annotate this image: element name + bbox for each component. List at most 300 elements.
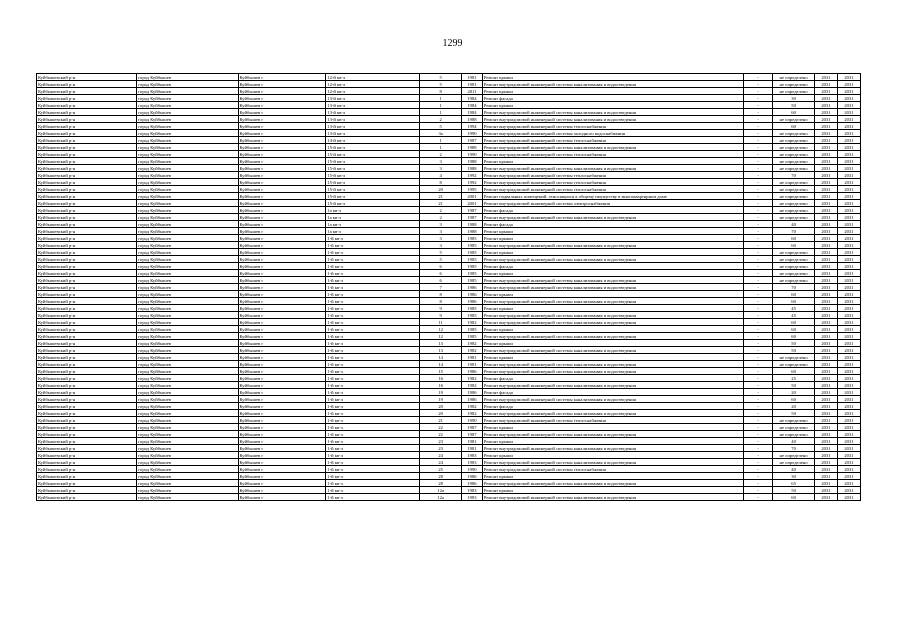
district-cell: Куйбышевский р-н (37, 340, 137, 347)
district-cell: Куйбышевский р-н (37, 214, 137, 221)
work-type-cell: Ремонт внутридомовой инженерной системы канализования и водоотведения (482, 333, 743, 340)
dash-cell: - (743, 347, 772, 354)
house-number-cell: 7 (420, 284, 462, 291)
plan-year-end-cell: 2031 (837, 144, 860, 151)
street-cell: 1-й кв-л (326, 270, 420, 277)
district-cell: Куйбышевский р-н (37, 459, 137, 466)
build-year-cell: 1985 (462, 277, 483, 284)
build-year-cell: 1982 (462, 375, 483, 382)
table-row (37, 74, 861, 81)
city-cell: Куйбышев г (238, 298, 326, 305)
house-number-cell: 2 (420, 207, 462, 214)
table-row (37, 193, 861, 200)
house-number-cell: 5 (420, 81, 462, 88)
build-year-cell: 1988 (462, 116, 483, 123)
house-number-cell: 19 (420, 396, 462, 403)
work-type-cell: Ремонт крыши (482, 228, 743, 235)
work-type-cell: Ремонт внутридомовой инженерной системы канализования и водоотведения (482, 277, 743, 284)
dash-cell: - (743, 319, 772, 326)
house-number-cell: 25 (420, 466, 462, 473)
plan-year-start-cell: 2031 (814, 298, 837, 305)
city-cell: Куйбышев г (238, 389, 326, 396)
work-type-cell: Ремонт крыши (482, 340, 743, 347)
table-row (37, 88, 861, 95)
city-cell: Куйбышев г (238, 130, 326, 137)
house-number-cell: 24 (420, 452, 462, 459)
plan-year-end-cell: 2031 (837, 193, 860, 200)
plan-year-end-cell: 2031 (837, 130, 860, 137)
build-year-cell: 1990 (462, 151, 483, 158)
value-cell: не определено (773, 137, 815, 144)
plan-year-start-cell: 2031 (814, 375, 837, 382)
district-cell: Куйбышевский р-н (37, 347, 137, 354)
street-cell: 1-й кв-л (326, 466, 420, 473)
plan-year-start-cell: 2031 (814, 123, 837, 130)
district-cell: Куйбышевский р-н (37, 88, 137, 95)
settlement-cell: город Куйбышев (137, 298, 238, 305)
district-cell: Куйбышевский р-н (37, 396, 137, 403)
settlement-cell: город Куйбышев (137, 487, 238, 494)
value-cell: 20 (773, 389, 815, 396)
plan-year-end-cell: 2031 (837, 221, 860, 228)
value-cell: 45 (773, 312, 815, 319)
street-cell: 1-й кв-л (326, 368, 420, 375)
house-number-cell: 9 (420, 305, 462, 312)
house-number-cell: 5 (420, 74, 462, 81)
dash-cell: - (743, 151, 772, 158)
build-year-cell: 1987 (462, 431, 483, 438)
district-cell: Куйбышевский р-н (37, 172, 137, 179)
settlement-cell: город Куйбышев (137, 375, 238, 382)
dash-cell: - (743, 81, 772, 88)
table-row (37, 151, 861, 158)
city-cell: Куйбышев г (238, 277, 326, 284)
plan-year-start-cell: 2031 (814, 333, 837, 340)
work-type-cell: Ремонт крыши (482, 452, 743, 459)
work-type-cell: Ремонт внутридомовой инженерной системы канализования и водоотведения (482, 144, 743, 151)
plan-year-start-cell: 2031 (814, 389, 837, 396)
dash-cell: - (743, 200, 772, 207)
house-number-cell: 14 (420, 361, 462, 368)
district-cell: Куйбышевский р-н (37, 312, 137, 319)
work-type-cell: Ремонт внутридомовой инженерной системы канализования и водоотведения (482, 396, 743, 403)
city-cell: Куйбышев г (238, 200, 326, 207)
value-cell: 40 (773, 221, 815, 228)
city-cell: Куйбышев г (238, 144, 326, 151)
street-cell: 12-й кв-л (326, 88, 420, 95)
plan-year-start-cell: 2031 (814, 368, 837, 375)
dash-cell: - (743, 102, 772, 109)
value-cell: не определено (773, 249, 815, 256)
build-year-cell: 1981 (462, 74, 483, 81)
street-cell: 1-й кв-л (326, 340, 420, 347)
plan-year-start-cell: 2031 (814, 95, 837, 102)
dash-cell: - (743, 291, 772, 298)
table-row (37, 228, 861, 235)
street-cell: 15-й кв-л (326, 179, 420, 186)
build-year-cell: 1982 (462, 340, 483, 347)
plan-year-end-cell: 2031 (837, 347, 860, 354)
value-cell: 60 (773, 291, 815, 298)
district-cell: Куйбышевский р-н (37, 270, 137, 277)
plan-year-end-cell: 2031 (837, 361, 860, 368)
district-cell: Куйбышевский р-н (37, 354, 137, 361)
build-year-cell: 1984 (462, 102, 483, 109)
dash-cell: - (743, 340, 772, 347)
work-type-cell: Ремонт крыши (482, 270, 743, 277)
work-type-cell: Ремонт внутридомовой инженерной системы канализования и водоотведения (482, 298, 743, 305)
settlement-cell: город Куйбышев (137, 319, 238, 326)
plan-year-start-cell: 2031 (814, 270, 837, 277)
street-cell: 1-й кв-л (326, 312, 420, 319)
build-year-cell: 1987 (462, 214, 483, 221)
build-year-cell: 1982 (462, 403, 483, 410)
district-cell: Куйбышевский р-н (37, 256, 137, 263)
district-cell: Куйбышевский р-н (37, 81, 137, 88)
plan-year-end-cell: 2031 (837, 326, 860, 333)
dash-cell: - (743, 186, 772, 193)
build-year-cell: 1988 (462, 144, 483, 151)
house-number-cell: 2 (420, 214, 462, 221)
dash-cell: - (743, 228, 772, 235)
work-type-cell: Ремонт крыши (482, 102, 743, 109)
build-year-cell: 1985 (462, 256, 483, 263)
build-year-cell: 1985 (462, 305, 483, 312)
house-number-cell: 1 (420, 144, 462, 151)
city-cell: Куйбышев г (238, 319, 326, 326)
city-cell: Куйбышев г (238, 438, 326, 445)
dash-cell: - (743, 116, 772, 123)
table-row (37, 438, 861, 445)
house-number-cell: 6 (420, 263, 462, 270)
table-row (37, 249, 861, 256)
district-cell: Куйбышевский р-н (37, 95, 137, 102)
table-row (37, 487, 861, 494)
dash-cell: - (743, 431, 772, 438)
value-cell: 65 (773, 480, 815, 487)
table-row (37, 291, 861, 298)
district-cell: Куйбышевский р-н (37, 102, 137, 109)
settlement-cell: город Куйбышев (137, 242, 238, 249)
dash-cell: - (743, 410, 772, 417)
value-cell: 25 (773, 375, 815, 382)
table-row (37, 158, 861, 165)
city-cell: Куйбышев г (238, 431, 326, 438)
table-row (37, 403, 861, 410)
settlement-cell: город Куйбышев (137, 151, 238, 158)
dash-cell: - (743, 256, 772, 263)
plan-year-start-cell: 2031 (814, 263, 837, 270)
district-cell: Куйбышевский р-н (37, 494, 137, 501)
district-cell: Куйбышевский р-н (37, 368, 137, 375)
district-cell: Куйбышевский р-н (37, 305, 137, 312)
settlement-cell: город Куйбышев (137, 403, 238, 410)
work-type-cell: Ремонт подвальных помещений, относящихся к общему имуществу в многоквартирном доме (482, 193, 743, 200)
value-cell: не определено (773, 452, 815, 459)
dash-cell: - (743, 284, 772, 291)
city-cell: Куйбышев г (238, 403, 326, 410)
value-cell: 50 (773, 410, 815, 417)
house-number-cell: 20 (420, 186, 462, 193)
settlement-cell: город Куйбышев (137, 228, 238, 235)
build-year-cell: 1990 (462, 417, 483, 424)
district-cell: Куйбышевский р-н (37, 158, 137, 165)
value-cell: не определено (773, 116, 815, 123)
value-cell: не определено (773, 361, 815, 368)
build-year-cell: 1986 (462, 396, 483, 403)
dash-cell: - (743, 333, 772, 340)
street-cell: 1-й кв-л (326, 298, 420, 305)
build-year-cell: 1983 (462, 494, 483, 501)
city-cell: Куйбышев г (238, 361, 326, 368)
settlement-cell: город Куйбышев (137, 368, 238, 375)
value-cell: 50 (773, 340, 815, 347)
house-number-cell: 12 (420, 326, 462, 333)
table-row (37, 445, 861, 452)
district-cell: Куйбышевский р-н (37, 333, 137, 340)
work-type-cell: Ремонт фасада (482, 95, 743, 102)
street-cell: 1-й кв-л (326, 480, 420, 487)
work-type-cell: Ремонт внутридомовой инженерной системы канализования и водоотведения (482, 116, 743, 123)
house-number-cell: 1 (420, 109, 462, 116)
build-year-cell: 1990 (462, 130, 483, 137)
district-cell: Куйбышевский р-н (37, 361, 137, 368)
settlement-cell: город Куйбышев (137, 158, 238, 165)
work-type-cell: Ремонт фасада (482, 403, 743, 410)
house-number-cell: 6 (420, 277, 462, 284)
work-type-cell: Ремонт фасада (482, 389, 743, 396)
house-number-cell: 8 (420, 88, 462, 95)
value-cell: 60 (773, 235, 815, 242)
settlement-cell: город Куйбышев (137, 361, 238, 368)
value-cell: не определено (773, 263, 815, 270)
house-number-cell: 12а (420, 487, 462, 494)
build-year-cell: 1985 (462, 270, 483, 277)
district-cell: Куйбышевский р-н (37, 473, 137, 480)
table-row (37, 375, 861, 382)
table-row (37, 459, 861, 466)
work-type-cell: Ремонт внутридомовой инженерной системы теплоснабжения (482, 417, 743, 424)
build-year-cell: 1986 (462, 473, 483, 480)
settlement-cell: город Куйбышев (137, 445, 238, 452)
plan-year-end-cell: 2031 (837, 200, 860, 207)
value-cell: не определено (773, 88, 815, 95)
street-cell: 1а кв-л (326, 221, 420, 228)
settlement-cell: город Куйбышев (137, 221, 238, 228)
value-cell: не определено (773, 74, 815, 81)
plan-year-end-cell: 2031 (837, 179, 860, 186)
settlement-cell: город Куйбышев (137, 494, 238, 501)
settlement-cell: город Куйбышев (137, 410, 238, 417)
work-type-cell: Ремонт внутридомовой инженерной системы канализования и водоотведения (482, 445, 743, 452)
work-type-cell: Ремонт крыши (482, 235, 743, 242)
house-number-cell: 24 (420, 459, 462, 466)
dash-cell: - (743, 466, 772, 473)
settlement-cell: город Куйбышев (137, 95, 238, 102)
plan-year-start-cell: 2031 (814, 466, 837, 473)
house-number-cell: 19 (420, 389, 462, 396)
street-cell: 1-й кв-л (326, 242, 420, 249)
district-cell: Куйбышевский р-н (37, 326, 137, 333)
build-year-cell: 1981 (462, 361, 483, 368)
repair-registry-table (36, 73, 861, 501)
plan-year-start-cell: 2031 (814, 277, 837, 284)
plan-year-end-cell: 2031 (837, 305, 860, 312)
street-cell: 13-й кв-л (326, 123, 420, 130)
table-row (37, 452, 861, 459)
work-type-cell: Ремонт фасада (482, 375, 743, 382)
district-cell: Куйбышевский р-н (37, 74, 137, 81)
work-type-cell: Ремонт внутридомовой инженерной системы канализования и водоотведения (482, 312, 743, 319)
settlement-cell: город Куйбышев (137, 291, 238, 298)
value-cell: 40 (773, 466, 815, 473)
work-type-cell: Ремонт крыши (482, 487, 743, 494)
city-cell: Куйбышев г (238, 249, 326, 256)
dash-cell: - (743, 473, 772, 480)
work-type-cell: Ремонт фасада (482, 263, 743, 270)
build-year-cell: 1985 (462, 263, 483, 270)
dash-cell: - (743, 179, 772, 186)
build-year-cell: 1986 (462, 389, 483, 396)
plan-year-end-cell: 2031 (837, 480, 860, 487)
plan-year-end-cell: 2031 (837, 424, 860, 431)
table-row (37, 298, 861, 305)
build-year-cell: 1982 (462, 347, 483, 354)
value-cell: не определено (773, 179, 815, 186)
street-cell: 15-й кв-л (326, 151, 420, 158)
city-cell: Куйбышев г (238, 396, 326, 403)
work-type-cell: Ремонт внутридомовой инженерной системы канализования и водоотведения (482, 109, 743, 116)
city-cell: Куйбышев г (238, 326, 326, 333)
plan-year-end-cell: 2031 (837, 375, 860, 382)
plan-year-end-cell: 2031 (837, 137, 860, 144)
city-cell: Куйбышев г (238, 228, 326, 235)
district-cell: Куйбышевский р-н (37, 137, 137, 144)
build-year-cell: 1984 (462, 95, 483, 102)
table-row (37, 221, 861, 228)
plan-year-end-cell: 2031 (837, 284, 860, 291)
value-cell: не определено (773, 200, 815, 207)
dash-cell: - (743, 403, 772, 410)
value-cell: 60 (773, 494, 815, 501)
table-row (37, 326, 861, 333)
value-cell: 60 (773, 319, 815, 326)
street-cell: 13-й кв-л (326, 102, 420, 109)
settlement-cell: город Куйбышев (137, 424, 238, 431)
plan-year-end-cell: 2031 (837, 410, 860, 417)
plan-year-end-cell: 2031 (837, 158, 860, 165)
district-cell: Куйбышевский р-н (37, 487, 137, 494)
house-number-cell: 5 (420, 249, 462, 256)
plan-year-start-cell: 2031 (814, 193, 837, 200)
plan-year-start-cell: 2031 (814, 459, 837, 466)
table-row (37, 130, 861, 137)
city-cell: Куйбышев г (238, 445, 326, 452)
value-cell: 50 (773, 487, 815, 494)
house-number-cell: 16 (420, 382, 462, 389)
work-type-cell: Ремонт фасада (482, 207, 743, 214)
settlement-cell: город Куйбышев (137, 144, 238, 151)
value-cell: 70 (773, 228, 815, 235)
plan-year-end-cell: 2031 (837, 74, 860, 81)
settlement-cell: город Куйбышев (137, 263, 238, 270)
street-cell: 1-й кв-л (326, 459, 420, 466)
city-cell: Куйбышев г (238, 312, 326, 319)
city-cell: Куйбышев г (238, 137, 326, 144)
work-type-cell: Ремонт внутридомовой инженерной системы канализования и водоотведения (482, 165, 743, 172)
city-cell: Куйбышев г (238, 494, 326, 501)
plan-year-end-cell: 2031 (837, 165, 860, 172)
settlement-cell: город Куйбышев (137, 123, 238, 130)
plan-year-end-cell: 2031 (837, 298, 860, 305)
district-cell: Куйбышевский р-н (37, 228, 137, 235)
city-cell: Куйбышев г (238, 256, 326, 263)
table-row (37, 200, 861, 207)
plan-year-end-cell: 2031 (837, 95, 860, 102)
build-year-cell: 1987 (462, 424, 483, 431)
work-type-cell: Ремонт внутридомовой инженерной системы теплоснабжения (482, 172, 743, 179)
street-cell: 1-й кв-л (326, 333, 420, 340)
city-cell: Куйбышев г (238, 354, 326, 361)
work-type-cell: Ремонт внутридомовой инженерной системы теплоснабжения (482, 186, 743, 193)
table-row (37, 137, 861, 144)
settlement-cell: город Куйбышев (137, 270, 238, 277)
plan-year-start-cell: 2031 (814, 228, 837, 235)
plan-year-start-cell: 2031 (814, 410, 837, 417)
district-cell: Куйбышевский р-н (37, 410, 137, 417)
plan-year-start-cell: 2031 (814, 431, 837, 438)
plan-year-start-cell: 2031 (814, 291, 837, 298)
plan-year-end-cell: 2031 (837, 172, 860, 179)
district-cell: Куйбышевский р-н (37, 221, 137, 228)
value-cell: 60 (773, 123, 815, 130)
settlement-cell: город Куйбышев (137, 88, 238, 95)
city-cell: Куйбышев г (238, 95, 326, 102)
street-cell: 13-й кв-л (326, 95, 420, 102)
work-type-cell: Ремонт внутридомовой инженерной системы холодного водоснабжения (482, 130, 743, 137)
street-cell: 1-й кв-л (326, 249, 420, 256)
house-number-cell: 8 (420, 179, 462, 186)
value-cell: 60 (773, 298, 815, 305)
plan-year-start-cell: 2031 (814, 361, 837, 368)
city-cell: Куйбышев г (238, 242, 326, 249)
street-cell: 1-й кв-л (326, 487, 420, 494)
district-cell: Куйбышевский р-н (37, 291, 137, 298)
build-year-cell: 1982 (462, 410, 483, 417)
work-type-cell: Ремонт внутридомовой инженерной системы канализования и водоотведения (482, 347, 743, 354)
table-row (37, 214, 861, 221)
plan-year-start-cell: 2031 (814, 445, 837, 452)
dash-cell: - (743, 438, 772, 445)
street-cell: 13-й кв-л (326, 109, 420, 116)
plan-year-end-cell: 2031 (837, 389, 860, 396)
work-type-cell: Ремонт крыши (482, 249, 743, 256)
street-cell: 1-й кв-л (326, 291, 420, 298)
district-cell: Куйбышевский р-н (37, 151, 137, 158)
settlement-cell: город Куйбышев (137, 109, 238, 116)
plan-year-end-cell: 2031 (837, 466, 860, 473)
build-year-cell: 1986 (462, 480, 483, 487)
street-cell: 1-й кв-л (326, 326, 420, 333)
settlement-cell: город Куйбышев (137, 74, 238, 81)
district-cell: Куйбышевский р-н (37, 193, 137, 200)
table-row (37, 312, 861, 319)
plan-year-start-cell: 2031 (814, 74, 837, 81)
street-cell: 1-й кв-л (326, 410, 420, 417)
dash-cell: - (743, 368, 772, 375)
plan-year-end-cell: 2031 (837, 242, 860, 249)
table-row (37, 207, 861, 214)
